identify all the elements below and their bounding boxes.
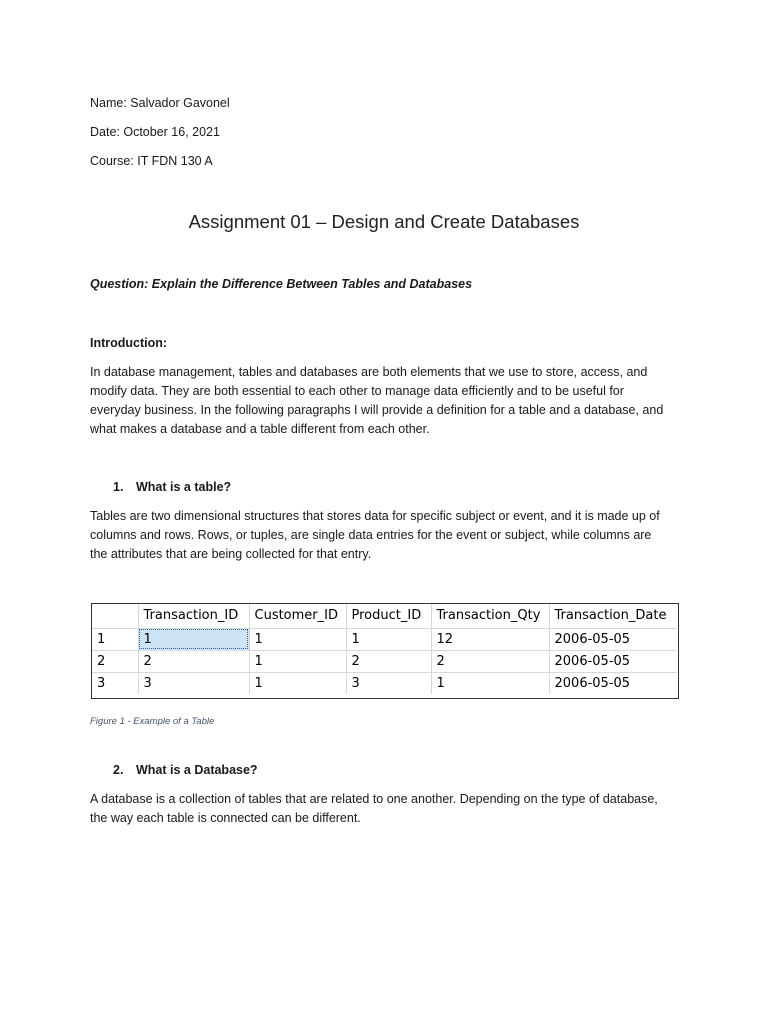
course-name: Course: IT FDN 130 A <box>90 154 213 168</box>
grid-cell: 2006-05-05 <box>549 672 677 694</box>
introduction-line: everyday business. In the following paragraphs I will provide a definition for a table and a database, and <box>90 403 664 417</box>
document-title: Assignment 01 – Design and Create Databases <box>188 211 580 232</box>
introduction-line: In database management, tables and databases are both elements that we use to store, access, and <box>90 365 648 379</box>
section1-paragraph <box>90 507 690 564</box>
section1-title: What is a table? <box>136 480 232 494</box>
section1-line: Tables are two dimensional structures that stores data for specific subject or event, and it is made up of <box>90 509 660 523</box>
grid-row-number: 1 <box>92 628 138 650</box>
data-grid <box>92 604 677 694</box>
grid-cell: 2 <box>346 650 431 672</box>
grid-header-corner <box>92 604 138 628</box>
grid-cell: 1 <box>249 650 346 672</box>
grid-header-product-id: Product_ID <box>346 604 431 628</box>
table-example-image <box>91 603 679 699</box>
grid-cell: 2 <box>431 650 549 672</box>
introduction-line: modify data. They are both essential to each other to manage data efficiently and to be useful for <box>90 384 624 398</box>
grid-cell: 3 <box>138 672 249 694</box>
grid-header-transaction-id: Transaction_ID <box>138 604 249 628</box>
section1-line: columns and rows. Rows, or tuples, are single data entries for the event or subject, while columns are <box>90 528 652 542</box>
grid-cell: 1 <box>431 672 549 694</box>
section2-line: A database is a collection of tables that are related to one another. Depending on the type of database, <box>90 792 658 806</box>
grid-cell: 1 <box>346 628 431 650</box>
assignment-date: Date: October 16, 2021 <box>90 125 220 139</box>
table-row <box>92 628 677 650</box>
grid-row-number: 2 <box>92 650 138 672</box>
section1-heading <box>113 480 231 494</box>
table-row <box>92 650 677 672</box>
grid-cell: 1 <box>249 628 346 650</box>
table-row <box>92 672 677 694</box>
grid-header-customer-id: Customer_ID <box>249 604 346 628</box>
section2-title: What is a Database? <box>136 763 258 777</box>
section1-number: 1. <box>113 480 124 494</box>
grid-cell: 1 <box>249 672 346 694</box>
section1-line: the attributes that are being collected for that entry. <box>90 547 372 561</box>
introduction-line: what makes a database and a table different from each other. <box>90 422 430 436</box>
grid-cell-selected: 1 <box>138 628 249 650</box>
section2-heading <box>113 763 258 777</box>
grid-cell: 2006-05-05 <box>549 628 677 650</box>
grid-cell: 2006-05-05 <box>549 650 677 672</box>
question-line: Question: Explain the Difference Between Tables and Databases <box>90 277 473 291</box>
section2-number: 2. <box>113 763 124 777</box>
introduction-paragraph <box>90 363 690 439</box>
section2-paragraph <box>90 790 690 828</box>
grid-cell: 3 <box>346 672 431 694</box>
grid-header-transaction-qty: Transaction_Qty <box>431 604 549 628</box>
introduction-heading: Introduction: <box>90 336 168 350</box>
grid-header-transaction-date: Transaction_Date <box>549 604 677 628</box>
grid-cell: 2 <box>138 650 249 672</box>
grid-row-number: 3 <box>92 672 138 694</box>
grid-cell: 12 <box>431 628 549 650</box>
student-name: Name: Salvador Gavonel <box>90 96 230 110</box>
grid-header-row <box>92 604 677 628</box>
figure-caption: Figure 1 - Example of a Table <box>90 716 215 727</box>
section2-line: the way each table is connected can be different. <box>90 811 361 825</box>
